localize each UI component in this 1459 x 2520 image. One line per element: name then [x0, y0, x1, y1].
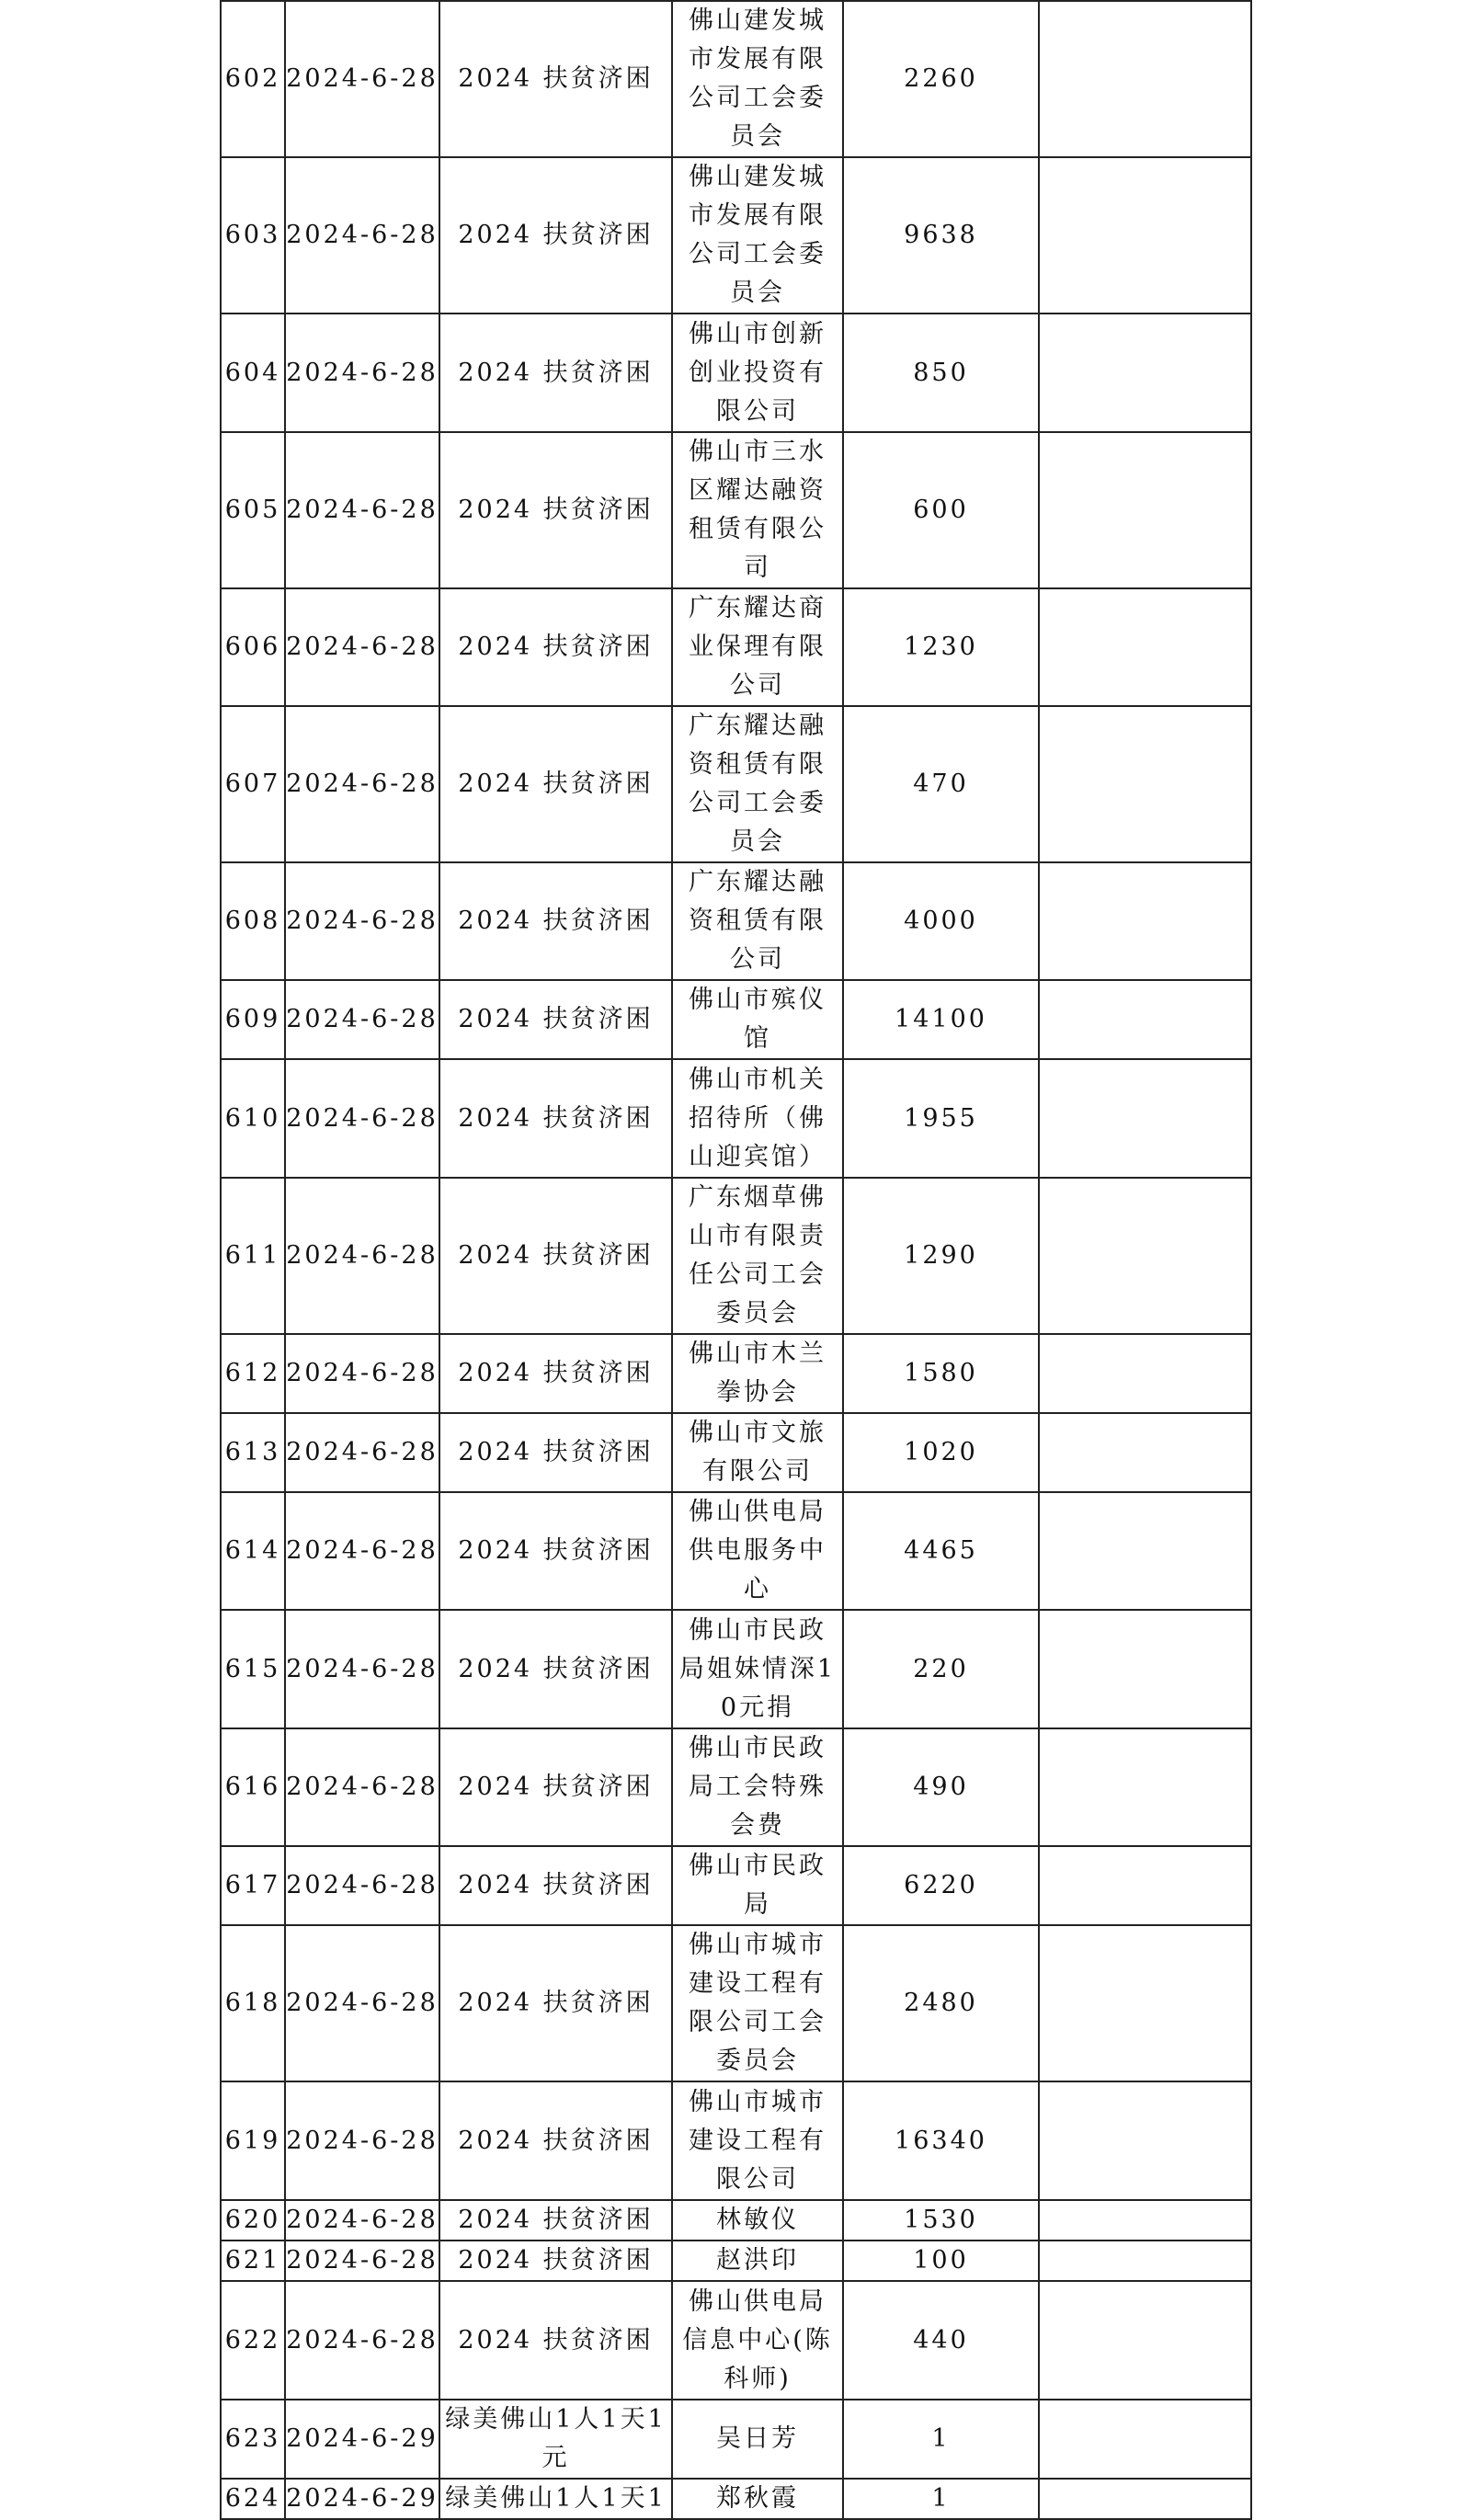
row-number: 624	[221, 2479, 285, 2519]
row-number: 617	[221, 1846, 285, 1925]
row-amount: 600	[843, 432, 1039, 588]
row-note	[1039, 432, 1251, 588]
row-payer: 赵洪印	[672, 2241, 843, 2281]
row-note	[1039, 2241, 1251, 2281]
donation-table-body	[221, 1, 1251, 2519]
row-purpose: 绿美佛山1人1天1元	[439, 2400, 672, 2479]
row-purpose: 2024 扶贫济困	[439, 2281, 672, 2400]
table-row	[221, 2479, 1251, 2519]
row-amount: 1	[843, 2400, 1039, 2479]
table-row	[221, 980, 1251, 1059]
row-payer: 佛山市创新创业投资有限公司	[672, 314, 843, 432]
row-amount: 4465	[843, 1492, 1039, 1610]
row-date: 2024-6-29	[285, 2400, 439, 2479]
row-number: 604	[221, 314, 285, 432]
row-payer: 佛山供电局供电服务中心	[672, 1492, 843, 1610]
row-amount: 440	[843, 2281, 1039, 2400]
row-payer: 广东耀达商业保理有限公司	[672, 588, 843, 706]
row-purpose: 2024 扶贫济困	[439, 1059, 672, 1178]
row-date: 2024-6-28	[285, 1492, 439, 1610]
table-row	[221, 2241, 1251, 2281]
row-note	[1039, 1925, 1251, 2081]
row-note	[1039, 2281, 1251, 2400]
row-purpose: 2024 扶贫济困	[439, 314, 672, 432]
row-number: 623	[221, 2400, 285, 2479]
row-purpose: 2024 扶贫济困	[439, 588, 672, 706]
row-date: 2024-6-28	[285, 1059, 439, 1178]
row-number: 610	[221, 1059, 285, 1178]
row-date: 2024-6-28	[285, 1846, 439, 1925]
row-number: 621	[221, 2241, 285, 2281]
row-number: 612	[221, 1334, 285, 1413]
row-number: 611	[221, 1178, 285, 1334]
row-purpose: 2024 扶贫济困	[439, 706, 672, 862]
row-payer: 吴日芳	[672, 2400, 843, 2479]
row-purpose: 2024 扶贫济困	[439, 2200, 672, 2241]
row-date: 2024-6-28	[285, 432, 439, 588]
row-purpose: 2024 扶贫济困	[439, 432, 672, 588]
row-payer: 佛山市民政局工会特殊会费	[672, 1728, 843, 1846]
table-row	[221, 706, 1251, 862]
row-payer: 佛山市殡仪馆	[672, 980, 843, 1059]
row-number: 618	[221, 1925, 285, 2081]
row-date: 2024-6-28	[285, 2200, 439, 2241]
row-amount: 14100	[843, 980, 1039, 1059]
row-purpose: 2024 扶贫济困	[439, 862, 672, 980]
row-amount: 1	[843, 2479, 1039, 2519]
row-amount: 9638	[843, 157, 1039, 314]
row-payer: 佛山市城市建设工程有限公司工会委员会	[672, 1925, 843, 2081]
table-row	[221, 1728, 1251, 1846]
row-note	[1039, 1413, 1251, 1492]
row-amount: 1955	[843, 1059, 1039, 1178]
row-number: 615	[221, 1610, 285, 1728]
row-note	[1039, 2081, 1251, 2200]
row-number: 605	[221, 432, 285, 588]
row-date: 2024-6-28	[285, 706, 439, 862]
table-row	[221, 588, 1251, 706]
row-number: 614	[221, 1492, 285, 1610]
row-number: 602	[221, 1, 285, 157]
row-note	[1039, 1059, 1251, 1178]
row-payer: 佛山市城市建设工程有限公司	[672, 2081, 843, 2200]
row-purpose: 2024 扶贫济困	[439, 1846, 672, 1925]
table-row	[221, 314, 1251, 432]
row-amount: 850	[843, 314, 1039, 432]
row-payer: 佛山建发城市发展有限公司工会委员会	[672, 157, 843, 314]
row-note	[1039, 2200, 1251, 2241]
row-amount: 16340	[843, 2081, 1039, 2200]
row-amount: 1530	[843, 2200, 1039, 2241]
row-note	[1039, 1610, 1251, 1728]
table-row	[221, 2081, 1251, 2200]
row-purpose: 2024 扶贫济困	[439, 1728, 672, 1846]
row-purpose: 2024 扶贫济困	[439, 2081, 672, 2200]
row-note	[1039, 1, 1251, 157]
table-row	[221, 1610, 1251, 1728]
row-purpose: 2024 扶贫济困	[439, 1492, 672, 1610]
row-note	[1039, 706, 1251, 862]
row-payer: 佛山市木兰拳协会	[672, 1334, 843, 1413]
row-amount: 1230	[843, 588, 1039, 706]
row-note	[1039, 1846, 1251, 1925]
row-purpose: 2024 扶贫济困	[439, 980, 672, 1059]
row-number: 619	[221, 2081, 285, 2200]
row-amount: 2260	[843, 1, 1039, 157]
row-amount: 1290	[843, 1178, 1039, 1334]
row-note	[1039, 1178, 1251, 1334]
table-row	[221, 1334, 1251, 1413]
row-date: 2024-6-28	[285, 862, 439, 980]
row-date: 2024-6-28	[285, 1178, 439, 1334]
row-number: 608	[221, 862, 285, 980]
row-purpose: 2024 扶贫济困	[439, 1413, 672, 1492]
row-note	[1039, 1334, 1251, 1413]
row-payer: 广东烟草佛山市有限责任公司工会委员会	[672, 1178, 843, 1334]
row-number: 622	[221, 2281, 285, 2400]
table-row	[221, 2400, 1251, 2479]
row-purpose: 2024 扶贫济困	[439, 1610, 672, 1728]
table-row	[221, 2200, 1251, 2241]
row-payer: 佛山市民政局姐妹情深10元捐	[672, 1610, 843, 1728]
row-purpose: 2024 扶贫济困	[439, 1925, 672, 2081]
row-payer: 广东耀达融资租赁有限公司工会委员会	[672, 706, 843, 862]
row-amount: 470	[843, 706, 1039, 862]
row-note	[1039, 980, 1251, 1059]
row-note	[1039, 2400, 1251, 2479]
table-row	[221, 1178, 1251, 1334]
table-row	[221, 862, 1251, 980]
row-date: 2024-6-28	[285, 1728, 439, 1846]
table-row	[221, 1925, 1251, 2081]
row-payer: 广东耀达融资租赁有限公司	[672, 862, 843, 980]
row-payer: 林敏仪	[672, 2200, 843, 2241]
table-row	[221, 157, 1251, 314]
row-note	[1039, 588, 1251, 706]
row-amount: 490	[843, 1728, 1039, 1846]
row-date: 2024-6-28	[285, 588, 439, 706]
row-number: 607	[221, 706, 285, 862]
row-date: 2024-6-28	[285, 2241, 439, 2281]
row-amount: 4000	[843, 862, 1039, 980]
row-payer: 佛山市机关招待所（佛山迎宾馆）	[672, 1059, 843, 1178]
row-note	[1039, 157, 1251, 314]
row-purpose: 2024 扶贫济困	[439, 1178, 672, 1334]
row-date: 2024-6-28	[285, 157, 439, 314]
row-amount: 1580	[843, 1334, 1039, 1413]
row-date: 2024-6-28	[285, 1610, 439, 1728]
row-date: 2024-6-28	[285, 1925, 439, 2081]
row-number: 609	[221, 980, 285, 1059]
row-date: 2024-6-28	[285, 980, 439, 1059]
row-number: 606	[221, 588, 285, 706]
row-note	[1039, 1492, 1251, 1610]
row-date: 2024-6-28	[285, 1, 439, 157]
row-number: 616	[221, 1728, 285, 1846]
row-payer: 佛山供电局信息中心(陈科师)	[672, 2281, 843, 2400]
row-amount: 2480	[843, 1925, 1039, 2081]
row-number: 620	[221, 2200, 285, 2241]
row-date: 2024-6-28	[285, 1413, 439, 1492]
row-payer: 佛山市民政局	[672, 1846, 843, 1925]
row-amount: 220	[843, 1610, 1039, 1728]
row-purpose: 2024 扶贫济困	[439, 1, 672, 157]
row-purpose: 绿美佛山1人1天1	[439, 2479, 672, 2519]
row-note	[1039, 2479, 1251, 2519]
row-amount: 1020	[843, 1413, 1039, 1492]
table-row	[221, 2281, 1251, 2400]
row-payer: 佛山市三水区耀达融资租赁有限公司	[672, 432, 843, 588]
row-payer: 佛山市文旅有限公司	[672, 1413, 843, 1492]
table-row	[221, 1846, 1251, 1925]
table-row	[221, 432, 1251, 588]
row-number: 613	[221, 1413, 285, 1492]
row-note	[1039, 1728, 1251, 1846]
row-purpose: 2024 扶贫济困	[439, 157, 672, 314]
row-note	[1039, 314, 1251, 432]
row-date: 2024-6-29	[285, 2479, 439, 2519]
donation-table	[220, 0, 1252, 2520]
row-date: 2024-6-28	[285, 1334, 439, 1413]
row-amount: 100	[843, 2241, 1039, 2281]
row-note	[1039, 862, 1251, 980]
row-payer: 佛山建发城市发展有限公司工会委员会	[672, 1, 843, 157]
row-purpose: 2024 扶贫济困	[439, 2241, 672, 2281]
row-date: 2024-6-28	[285, 2081, 439, 2200]
row-date: 2024-6-28	[285, 314, 439, 432]
table-row	[221, 1492, 1251, 1610]
table-row	[221, 1, 1251, 157]
row-number: 603	[221, 157, 285, 314]
table-row	[221, 1413, 1251, 1492]
table-row	[221, 1059, 1251, 1178]
row-purpose: 2024 扶贫济困	[439, 1334, 672, 1413]
row-date: 2024-6-28	[285, 2281, 439, 2400]
row-payer: 郑秋霞	[672, 2479, 843, 2519]
row-amount: 6220	[843, 1846, 1039, 1925]
